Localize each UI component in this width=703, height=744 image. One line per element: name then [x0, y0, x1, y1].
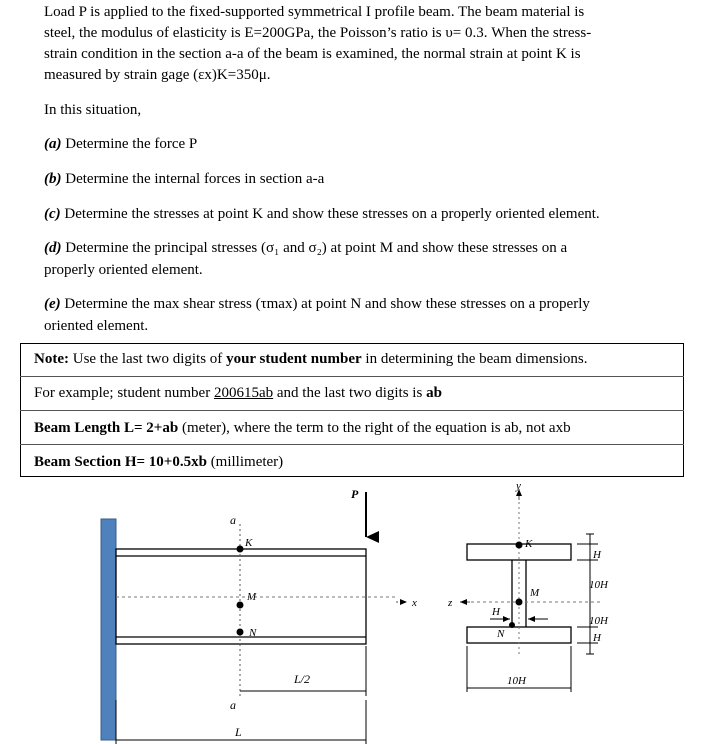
dim-L2-label: L/2	[294, 672, 311, 686]
beam-length-formula: Beam Length L= 2+ab	[34, 420, 179, 436]
beam-section-rest: (millimeter)	[206, 454, 284, 470]
note-divider-3	[20, 444, 684, 445]
question-b-text: Determine the internal forces in section a-a	[61, 171, 325, 187]
question-c-tag: (c)	[44, 206, 61, 222]
dim-H-top-label: H	[593, 549, 601, 561]
section-label-N: N	[497, 628, 505, 640]
dim-10H-lower-label: 10H	[589, 615, 608, 627]
note-label: Note:	[34, 351, 69, 367]
example-prefix: For example; student number	[34, 385, 214, 401]
beam-figure	[0, 478, 703, 744]
beam-section-formula: Beam Section H= 10+0.5xb	[34, 454, 207, 470]
intro-line-4: measured by strain gage (εx)K=350μ.	[44, 67, 271, 83]
dim-H-bottom-label: H	[593, 632, 601, 644]
note-bold-student-number: your student number	[226, 351, 362, 367]
example-bold: ab	[426, 385, 442, 401]
note-line-4	[34, 452, 283, 472]
fixed-support-wall	[101, 519, 116, 740]
z-axis-label: z	[448, 597, 453, 609]
label-N: N	[249, 627, 257, 639]
intro-line-2: steel, the modulus of elasticity is E=200GPa, the Poisson’s ratio is υ= 0.3. When the stress-	[44, 25, 592, 41]
note-divider-1	[20, 376, 684, 377]
question-a-tag: (a)	[44, 136, 62, 152]
point-K	[237, 546, 244, 553]
question-e-text-1: Determine the max shear stress (τmax) at point N and show these stresses on a properly	[60, 296, 590, 312]
flange-width-label: 10H	[507, 675, 526, 687]
question-e-tag: (e)	[44, 296, 61, 312]
question-c	[44, 203, 658, 225]
note-text-1: Use the last two digits of	[68, 351, 227, 367]
question-d	[44, 237, 658, 281]
note-text-2: in determining the beam dimensions.	[361, 351, 588, 367]
question-b-tag: (b)	[44, 171, 62, 187]
example-number: 200615ab	[213, 385, 274, 401]
point-N	[237, 629, 244, 636]
example-mid: and the last two digits is	[273, 385, 427, 401]
question-b	[44, 168, 658, 190]
y-axis-label: y	[516, 480, 521, 492]
note-divider-2	[20, 410, 684, 411]
section-point-N	[509, 622, 515, 628]
point-M	[237, 602, 244, 609]
intro-line-1: Load P is applied to the fixed-supported symmetrical I profile beam. The beam material is	[44, 4, 585, 20]
label-M: M	[247, 591, 257, 603]
section-label-M: M	[530, 587, 540, 599]
dim-L-label: L	[235, 725, 242, 739]
situation-text: In this situation,	[44, 102, 142, 118]
note-line-2	[34, 383, 442, 403]
load-P-label: P	[351, 487, 359, 501]
note-line-1	[34, 349, 587, 369]
intro-paragraph	[44, 2, 658, 86]
section-label-K: K	[525, 538, 533, 550]
section-label-a-top: a	[230, 513, 236, 527]
question-d-tag: (d)	[44, 240, 62, 256]
question-d-text-2: properly oriented element.	[44, 262, 203, 278]
question-e-text-2: oriented element.	[44, 318, 149, 334]
section-point-K	[516, 542, 523, 549]
question-c-text: Determine the stresses at point K and show these stresses on a properly oriented element.	[60, 206, 600, 222]
x-axis-label: x	[412, 597, 417, 609]
question-a-text: Determine the force P	[61, 136, 198, 152]
question-e	[44, 293, 658, 337]
intro-line-3: strain condition in the section a-a of the beam is examined, the normal strain at point K is	[44, 46, 581, 62]
question-d-text-1: Determine the principal stresses (σ₁ and σ₂) at point M and show these stresses on a	[61, 240, 568, 256]
label-K: K	[245, 537, 253, 549]
question-a	[44, 133, 658, 155]
section-label-a-bottom: a	[230, 698, 236, 712]
section-point-M	[516, 599, 523, 606]
note-line-3	[34, 418, 571, 438]
dim-10H-upper-label: 10H	[589, 579, 608, 591]
beam-length-rest: (meter), where the term to the right of the equation is ab, not axb	[178, 420, 571, 436]
web-dim-label: H	[492, 606, 500, 618]
